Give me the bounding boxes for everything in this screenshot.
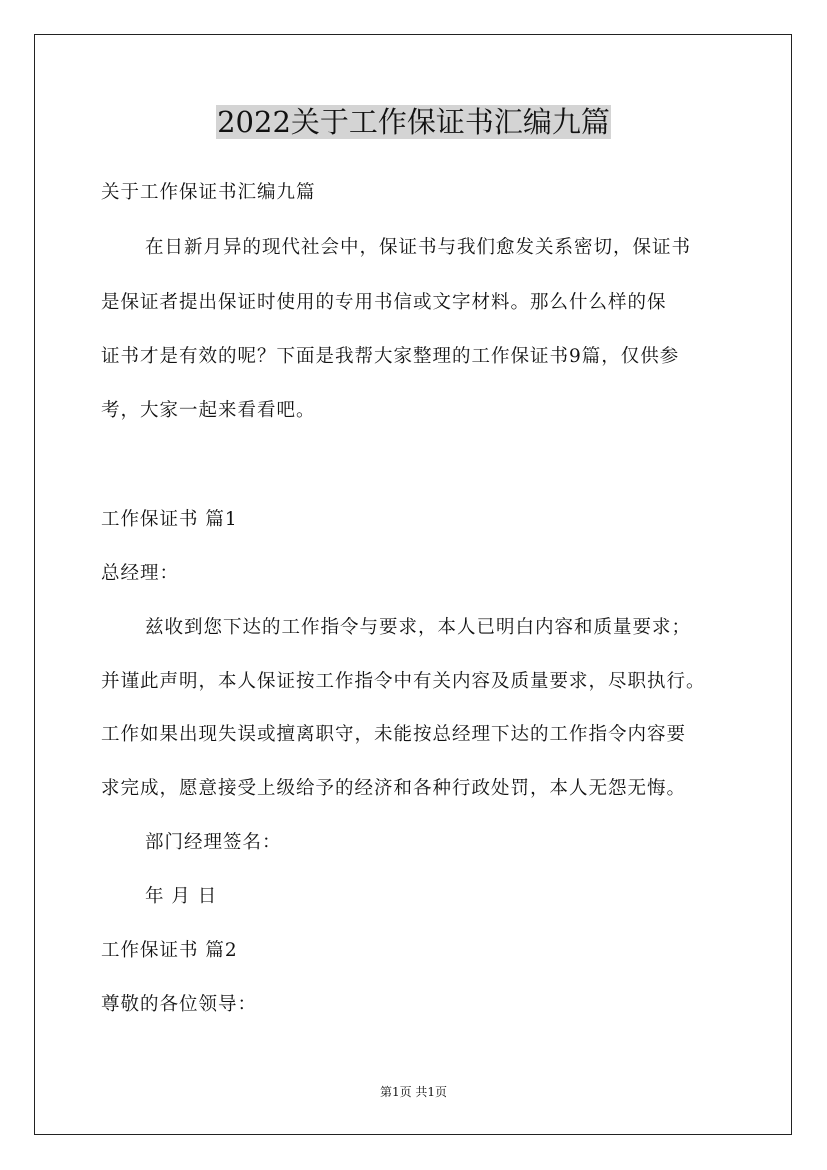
section-1-body-line-1: 兹收到您下达的工作指令与要求，本人已明白内容和质量要求； <box>145 617 692 638</box>
section-2-salutation: 尊敬的各位领导： <box>101 994 258 1015</box>
intro-line-1: 在日新月异的现代社会中，保证书与我们愈发关系密切，保证书 <box>145 237 692 258</box>
document-subtitle: 关于工作保证书汇编九篇 <box>101 182 316 203</box>
section-1-body-line-3: 工作如果出现失误或擅离职守，未能按总经理下达的工作指令内容要 <box>101 724 687 745</box>
section-1-body-line-2: 并谨此声明，本人保证按工作指令中有关内容及质量要求，尽职执行。 <box>101 671 706 692</box>
document-title: 2022关于工作保证书汇编九篇 <box>217 105 610 139</box>
section-2-heading: 工作保证书 篇2 <box>101 940 238 961</box>
section-1-heading: 工作保证书 篇1 <box>101 509 238 530</box>
intro-line-4: 考，大家一起来看看吧。 <box>101 400 316 421</box>
section-1-date: 年 月 日 <box>145 886 218 907</box>
section-1-salutation: 总经理： <box>101 563 180 584</box>
section-1-body-line-4: 求完成，愿意接受上级给予的经济和各种行政处罚，本人无怨无悔。 <box>101 778 687 799</box>
page-footer: 第1页 共1页 <box>379 1085 448 1099</box>
section-1-signature: 部门经理签名： <box>145 832 282 853</box>
intro-line-3: 证书才是有效的呢？下面是我帮大家整理的工作保证书9篇，仅供参 <box>101 346 680 367</box>
intro-line-2: 是保证者提出保证时使用的专用书信或文字材料。那么什么样的保 <box>101 292 667 313</box>
